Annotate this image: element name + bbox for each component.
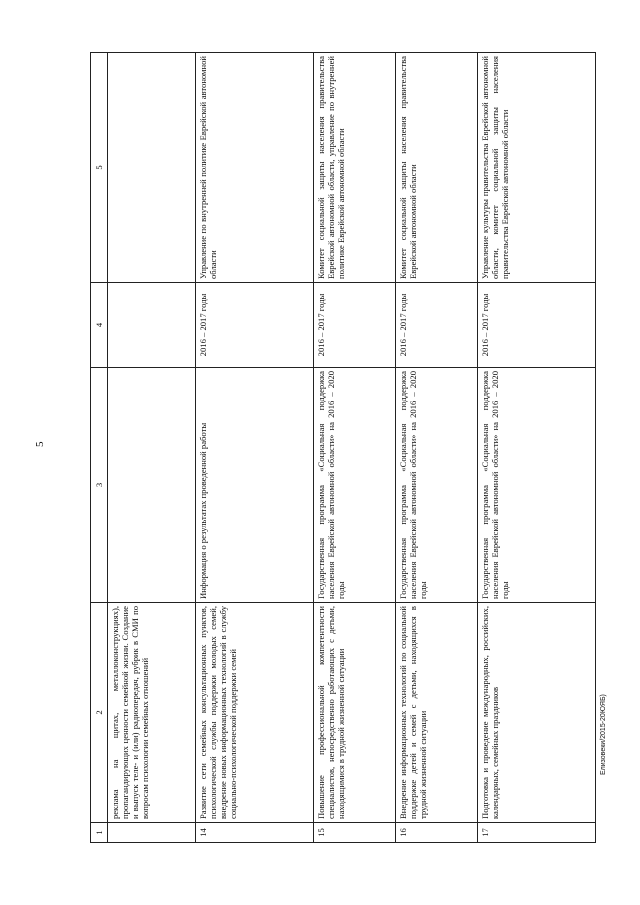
- result-cell: [108, 368, 196, 603]
- executor-cell: Управление культуры правительства Еврейской автономной области, комитет социальной защиты населения правительства Еврейской автономной области: [478, 53, 596, 283]
- result-cell: Государственная программа «Социальная поддержка населения Еврейской автономной области» на 2016 – 2020 годы: [396, 368, 478, 603]
- measures-table: [90, 52, 596, 843]
- header-cell-3: 3: [91, 368, 108, 603]
- executor-cell: Управление по внутренней политике Еврейской автономной области: [196, 53, 314, 283]
- rotated-table-container: [90, 53, 595, 843]
- header-cell-5: 5: [91, 53, 108, 283]
- page-number: 5: [34, 441, 46, 447]
- measure-cell: Внедрение информационных технологий по социальной поддержке детей и семей с детьми, находящихся в трудной жизненной ситуации: [396, 603, 478, 823]
- row-number: [108, 823, 196, 843]
- table-row: [478, 53, 596, 843]
- period-cell: 2016 – 2017 годы: [196, 283, 314, 368]
- row-number: 17: [478, 823, 596, 843]
- header-cell-2: 2: [91, 603, 108, 823]
- table-row: [108, 53, 196, 843]
- header-cell-1: 1: [91, 823, 108, 843]
- executor-cell: Комитет социальной защиты населения правительства Еврейской автономной области, управление по внутренней политике Еврейской автономной области: [314, 53, 396, 283]
- period-cell: [108, 283, 196, 368]
- row-number: 14: [196, 823, 314, 843]
- measure-cell: Подготовка и проведение международных, российских, календарных, семейных праздников: [478, 603, 596, 823]
- table-row: [196, 53, 314, 843]
- period-cell: 2016 – 2017 годы: [396, 283, 478, 368]
- result-cell: Государственная программа «Социальная поддержка населения Еврейской автономной области» на 2016 – 2020 годы: [314, 368, 396, 603]
- result-cell: Информация о результатах проведенной работы: [196, 368, 314, 603]
- result-cell: Государственная программа «Социальная поддержка населения Еврейской автономной области» на 2016 – 2020 годы: [478, 368, 596, 603]
- table-row: [314, 53, 396, 843]
- row-number: 15: [314, 823, 396, 843]
- document-footer: Елизовеки/2015-20ЮЯБ): [600, 694, 607, 775]
- executor-cell: Комитет социальной защиты населения правительства Еврейской автономной области: [396, 53, 478, 283]
- header-row: [91, 53, 108, 843]
- period-cell: 2016 – 2017 годы: [478, 283, 596, 368]
- period-cell: 2016 – 2017 годы: [314, 283, 396, 368]
- executor-cell: [108, 53, 196, 283]
- table-row: [396, 53, 478, 843]
- header-cell-4: 4: [91, 283, 108, 368]
- measure-cell: Повышение профессиональной компетентности специалистов, непосредственно работающих с детьми, находящимися в трудной жизненной ситуации: [314, 603, 396, 823]
- row-number: 16: [396, 823, 478, 843]
- measure-cell: реклама на щитах, металлоконструкциях), пропагандирующих ценности семейной жизни. Создание и выпуск теле- и (или) радиопередач, рубрик в СМИ по вопросам психологии семейных отношений: [108, 603, 196, 823]
- measure-cell: Развитие сети семейных консультационных пунктов, психологической службы поддержки молодых семей, внедрение новых информационных технологий в службу социально-психологической поддержки семей: [196, 603, 314, 823]
